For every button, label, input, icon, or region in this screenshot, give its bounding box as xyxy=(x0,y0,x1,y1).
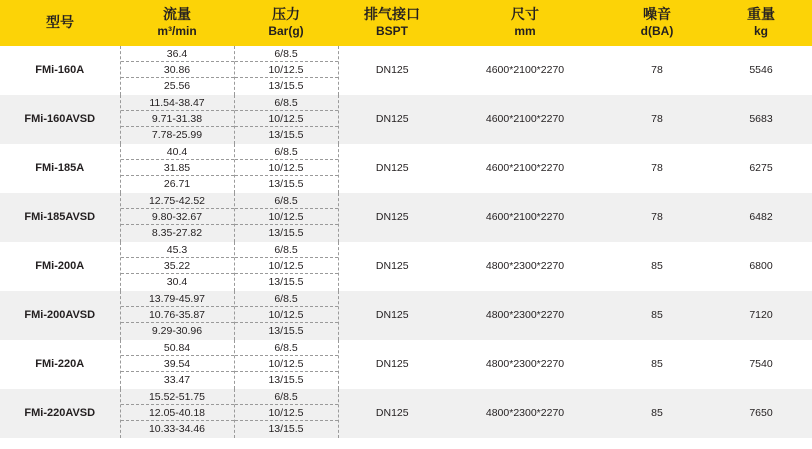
cell-weight: 6800 xyxy=(710,242,812,291)
cell-pressure-value: 6/8.5 xyxy=(235,193,338,209)
table-row xyxy=(0,46,812,95)
cell-flow-value: 9.80-32.67 xyxy=(121,209,234,225)
table-row xyxy=(0,193,812,242)
cell-pressure-value: 10/12.5 xyxy=(235,62,338,78)
cell-pressure xyxy=(234,389,338,438)
cell-pressure-value: 13/15.5 xyxy=(268,276,304,289)
cell-flow-value: 31.85 xyxy=(121,160,234,176)
cell-pressure-value: 6/8.5 xyxy=(235,144,338,160)
cell-flow-value: 40.4 xyxy=(121,144,234,160)
cell-dimensions: 4800*2300*2270 xyxy=(446,242,604,291)
header-dimensions-unit: mm xyxy=(514,23,536,38)
cell-flow xyxy=(120,95,234,144)
header-flow xyxy=(120,0,234,46)
cell-model: FMi-220AVSD xyxy=(0,389,120,438)
cell-flow-value: 7.78-25.99 xyxy=(151,129,203,142)
cell-pressure xyxy=(234,193,338,242)
cell-dimensions: 4600*2100*2270 xyxy=(446,193,604,242)
cell-noise: 85 xyxy=(604,389,710,438)
cell-pressure-value: 6/8.5 xyxy=(235,389,338,405)
cell-flow xyxy=(120,291,234,340)
cell-noise: 85 xyxy=(604,291,710,340)
header-dimensions xyxy=(446,0,604,46)
cell-flow-value: 12.75-42.52 xyxy=(121,193,234,209)
cell-flow xyxy=(120,242,234,291)
cell-flow-value: 35.22 xyxy=(121,258,234,274)
header-row xyxy=(0,0,812,46)
cell-model: FMi-200AVSD xyxy=(0,291,120,340)
cell-pressure-value: 10/12.5 xyxy=(235,160,338,176)
cell-model: FMi-185A xyxy=(0,144,120,193)
cell-port: DN125 xyxy=(338,340,446,389)
cell-model: FMi-185AVSD xyxy=(0,193,120,242)
header-dimensions-cn: 尺寸 xyxy=(511,6,539,22)
cell-port: DN125 xyxy=(338,46,446,95)
header-weight-unit: kg xyxy=(753,23,768,38)
cell-weight: 5683 xyxy=(710,95,812,144)
table-row xyxy=(0,242,812,291)
cell-weight: 5546 xyxy=(710,46,812,95)
cell-weight: 6275 xyxy=(710,144,812,193)
header-port-unit: BSPT xyxy=(375,23,408,38)
cell-flow-value: 13.79-45.97 xyxy=(121,291,234,307)
header-model xyxy=(0,0,120,46)
header-weight-cn: 重量 xyxy=(747,6,775,22)
cell-flow-value: 11.54-38.47 xyxy=(121,95,234,111)
cell-pressure-value: 10/12.5 xyxy=(235,356,338,372)
cell-flow-value: 9.29-30.96 xyxy=(151,325,203,338)
table-header xyxy=(0,0,812,46)
cell-flow-value: 12.05-40.18 xyxy=(121,405,234,421)
cell-flow-value: 39.54 xyxy=(121,356,234,372)
cell-pressure-value: 13/15.5 xyxy=(268,80,304,93)
header-model-cn: 型号 xyxy=(46,13,74,30)
cell-noise: 78 xyxy=(604,46,710,95)
cell-noise: 78 xyxy=(604,144,710,193)
cell-dimensions: 4800*2300*2270 xyxy=(446,291,604,340)
cell-noise: 78 xyxy=(604,95,710,144)
cell-flow-value: 33.47 xyxy=(163,374,191,387)
cell-flow-value: 30.86 xyxy=(121,62,234,78)
cell-noise: 85 xyxy=(604,340,710,389)
cell-port: DN125 xyxy=(338,193,446,242)
cell-weight: 7120 xyxy=(710,291,812,340)
cell-port: DN125 xyxy=(338,242,446,291)
cell-pressure-value: 6/8.5 xyxy=(235,291,338,307)
cell-noise: 78 xyxy=(604,193,710,242)
cell-pressure-value: 6/8.5 xyxy=(235,46,338,62)
cell-pressure-value: 13/15.5 xyxy=(268,178,304,191)
cell-pressure xyxy=(234,242,338,291)
cell-dimensions: 4800*2300*2270 xyxy=(446,389,604,438)
cell-pressure xyxy=(234,95,338,144)
table-row xyxy=(0,144,812,193)
cell-pressure-value: 13/15.5 xyxy=(268,325,304,338)
cell-flow-value: 45.3 xyxy=(121,242,234,258)
cell-flow xyxy=(120,144,234,193)
cell-port: DN125 xyxy=(338,389,446,438)
header-weight xyxy=(710,0,812,46)
cell-pressure-value: 13/15.5 xyxy=(268,227,304,240)
cell-dimensions: 4600*2100*2270 xyxy=(446,46,604,95)
cell-dimensions: 4600*2100*2270 xyxy=(446,95,604,144)
header-pressure xyxy=(234,0,338,46)
header-port xyxy=(338,0,446,46)
table-row xyxy=(0,389,812,438)
cell-weight: 7540 xyxy=(710,340,812,389)
cell-port: DN125 xyxy=(338,291,446,340)
cell-flow-value: 36.4 xyxy=(121,46,234,62)
header-noise-cn: 噪音 xyxy=(643,6,671,22)
cell-pressure-value: 10/12.5 xyxy=(235,258,338,274)
cell-flow xyxy=(120,389,234,438)
header-pressure-unit: Bar(g) xyxy=(268,23,304,38)
cell-noise: 85 xyxy=(604,242,710,291)
cell-flow-value: 10.76-35.87 xyxy=(121,307,234,323)
table-row xyxy=(0,291,812,340)
cell-flow-value: 50.84 xyxy=(121,340,234,356)
header-noise-unit: d(BA) xyxy=(640,23,674,38)
cell-port: DN125 xyxy=(338,95,446,144)
cell-pressure-value: 6/8.5 xyxy=(235,242,338,258)
cell-pressure-value: 6/8.5 xyxy=(235,95,338,111)
cell-model: FMi-220A xyxy=(0,340,120,389)
cell-pressure xyxy=(234,46,338,95)
header-port-cn: 排气接口 xyxy=(364,6,420,22)
cell-pressure-value: 10/12.5 xyxy=(235,307,338,323)
cell-pressure-value: 13/15.5 xyxy=(268,129,304,142)
table-row xyxy=(0,340,812,389)
cell-pressure-value: 13/15.5 xyxy=(268,374,304,387)
cell-weight: 7650 xyxy=(710,389,812,438)
cell-dimensions: 4600*2100*2270 xyxy=(446,144,604,193)
table-body xyxy=(0,46,812,438)
cell-flow-value: 25.56 xyxy=(163,80,191,93)
header-pressure-cn: 压力 xyxy=(272,6,300,22)
cell-pressure-value: 6/8.5 xyxy=(235,340,338,356)
cell-pressure-value: 10/12.5 xyxy=(235,209,338,225)
cell-pressure xyxy=(234,144,338,193)
cell-flow-value: 8.35-27.82 xyxy=(151,227,203,240)
cell-pressure-value: 10/12.5 xyxy=(235,405,338,421)
header-flow-cn: 流量 xyxy=(163,6,191,22)
cell-flow-value: 30.4 xyxy=(166,276,188,289)
cell-pressure-value: 13/15.5 xyxy=(268,423,304,436)
table-row xyxy=(0,95,812,144)
cell-dimensions: 4800*2300*2270 xyxy=(446,340,604,389)
cell-weight: 6482 xyxy=(710,193,812,242)
cell-flow xyxy=(120,46,234,95)
cell-flow xyxy=(120,340,234,389)
cell-flow xyxy=(120,193,234,242)
cell-model: FMi-200A xyxy=(0,242,120,291)
cell-flow-value: 15.52-51.75 xyxy=(121,389,234,405)
cell-flow-value: 9.71-31.38 xyxy=(121,111,234,127)
header-flow-unit: m³/min xyxy=(157,23,197,38)
cell-flow-value: 26.71 xyxy=(163,178,191,191)
cell-model: FMi-160A xyxy=(0,46,120,95)
header-noise xyxy=(604,0,710,46)
cell-port: DN125 xyxy=(338,144,446,193)
cell-pressure-value: 10/12.5 xyxy=(235,111,338,127)
cell-flow-value: 10.33-34.46 xyxy=(148,423,206,436)
cell-pressure xyxy=(234,340,338,389)
cell-pressure xyxy=(234,291,338,340)
cell-model: FMi-160AVSD xyxy=(0,95,120,144)
